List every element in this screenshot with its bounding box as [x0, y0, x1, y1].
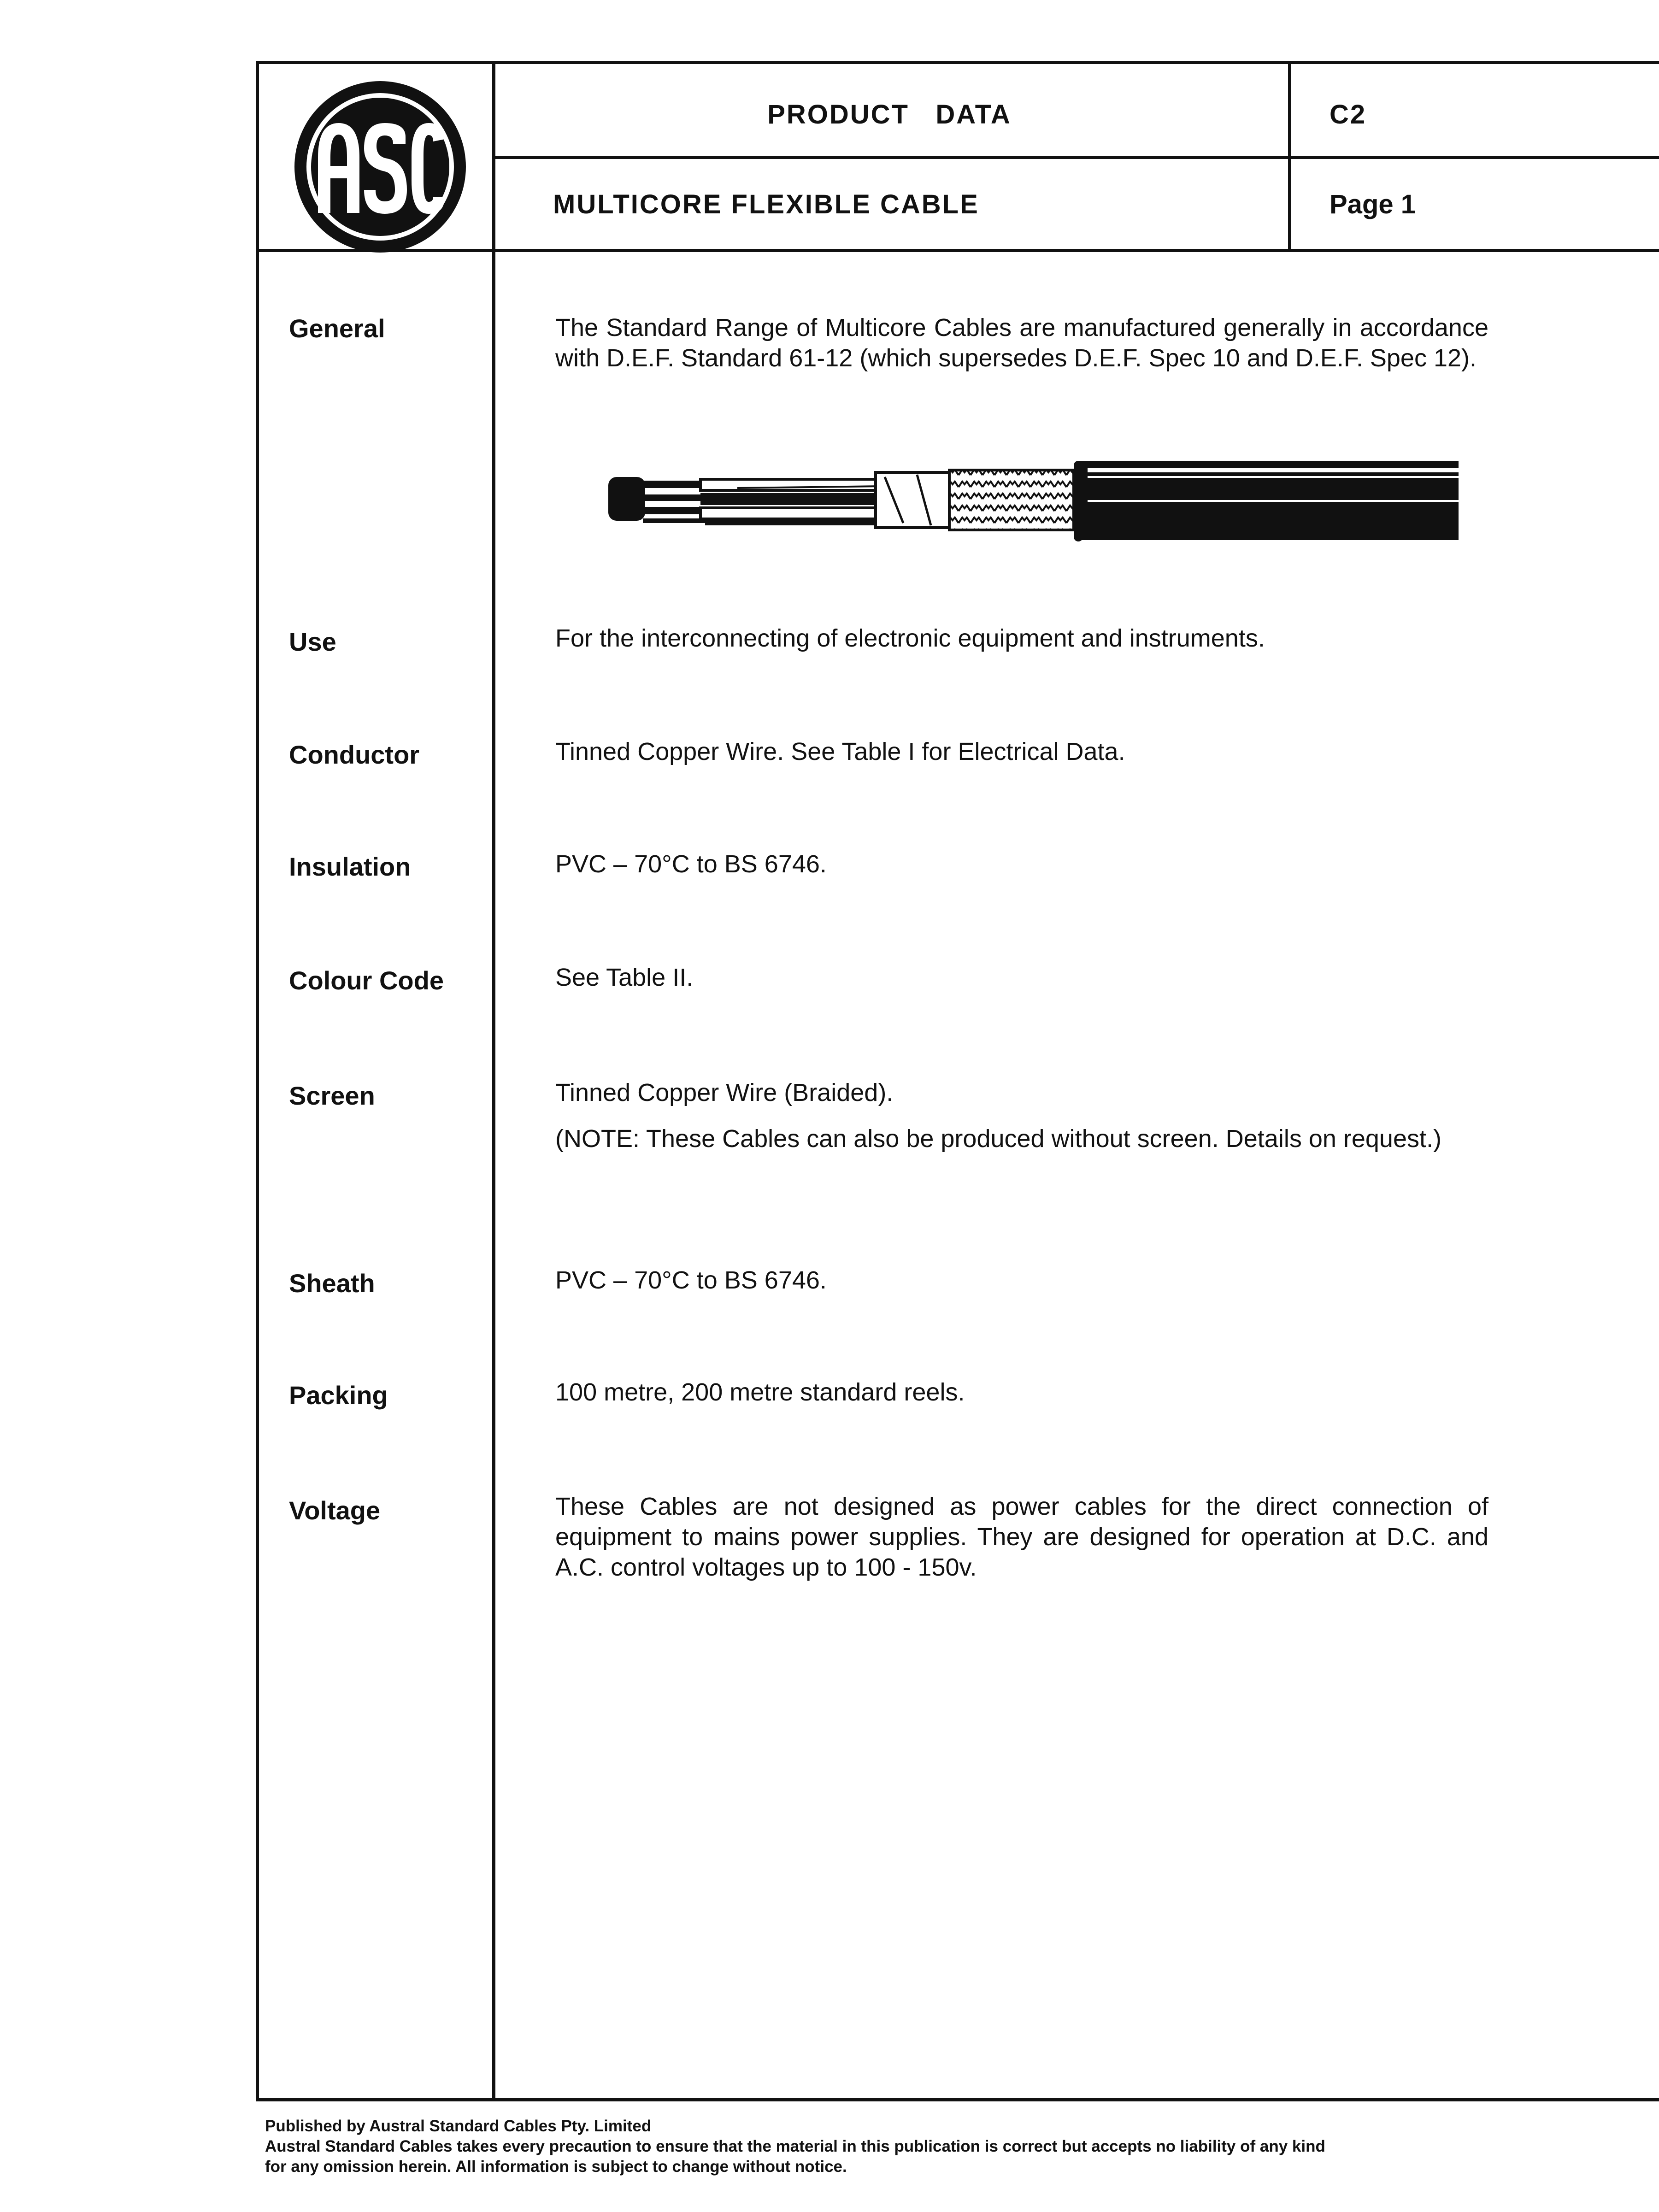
footer-disclaimer-line-2: for any omission herein. All information is subject to change without notice. — [265, 2158, 847, 2176]
section-text-screen: Tinned Copper Wire (Braided). — [555, 1079, 894, 1106]
frame-left-line — [256, 61, 259, 2101]
section-label-conductor: Conductor — [289, 740, 420, 769]
footer-publisher: Published by Austral Standard Cables Pty. Limited — [265, 2117, 652, 2135]
footer-disclaimer-line-1: Austral Standard Cables takes every precaution to ensure that the material in this publication is correct but accepts no liability of any kind — [265, 2137, 1325, 2155]
footer — [265, 2116, 1574, 2177]
label-column-divider — [492, 61, 495, 2101]
section-label-voltage: Voltage — [289, 1496, 381, 1525]
asc-logo — [293, 79, 468, 254]
product-code: C2 — [1330, 100, 1367, 129]
header-code-divider — [1288, 61, 1291, 250]
section-text-voltage: These Cables are not designed as power cables for the direct connection of equipment to mains power supplies. They are designed for operation at D.C. and A.C. control voltages up to 100 - 150v. — [555, 1493, 1488, 1581]
section-text-colour-code: See Table II. — [555, 964, 694, 991]
section-label-packing: Packing — [289, 1381, 388, 1410]
section-note-screen: (NOTE: These Cables can also be produced without screen. Details on request.) — [555, 1125, 1441, 1153]
section-text-insulation: PVC – 70°C to BS 6746. — [555, 850, 827, 878]
section-label-screen: Screen — [289, 1081, 375, 1110]
section-text-packing: 100 metre, 200 metre standard reels. — [555, 1378, 965, 1406]
section-label-general: General — [289, 314, 385, 343]
cable-illustration — [599, 454, 1465, 546]
section-label-use: Use — [289, 627, 336, 656]
frame-top-line — [256, 61, 1659, 64]
section-text-general: The Standard Range of Multicore Cables are manufactured generally in accordance with D.E.F. Standard 61-12 (which supersedes D.E.F. Spec 10 and D.E.F. Spec 12). — [555, 314, 1488, 372]
document-title: PRODUCT DATA — [767, 100, 1012, 129]
page-number: Page 1 — [1330, 189, 1416, 219]
header-divider-line — [493, 156, 1659, 159]
section-label-colour-code: Colour Code — [289, 966, 444, 995]
section-text-sheath: PVC – 70°C to BS 6746. — [555, 1266, 827, 1294]
frame-bottom-line — [256, 2098, 1659, 2101]
section-text-conductor: Tinned Copper Wire. See Table I for Electrical Data. — [555, 738, 1125, 765]
section-label-insulation: Insulation — [289, 852, 411, 881]
section-text-use: For the interconnecting of electronic equipment and instruments. — [555, 624, 1265, 652]
section-label-sheath: Sheath — [289, 1269, 375, 1298]
product-name: MULTICORE FLEXIBLE CABLE — [553, 189, 979, 219]
